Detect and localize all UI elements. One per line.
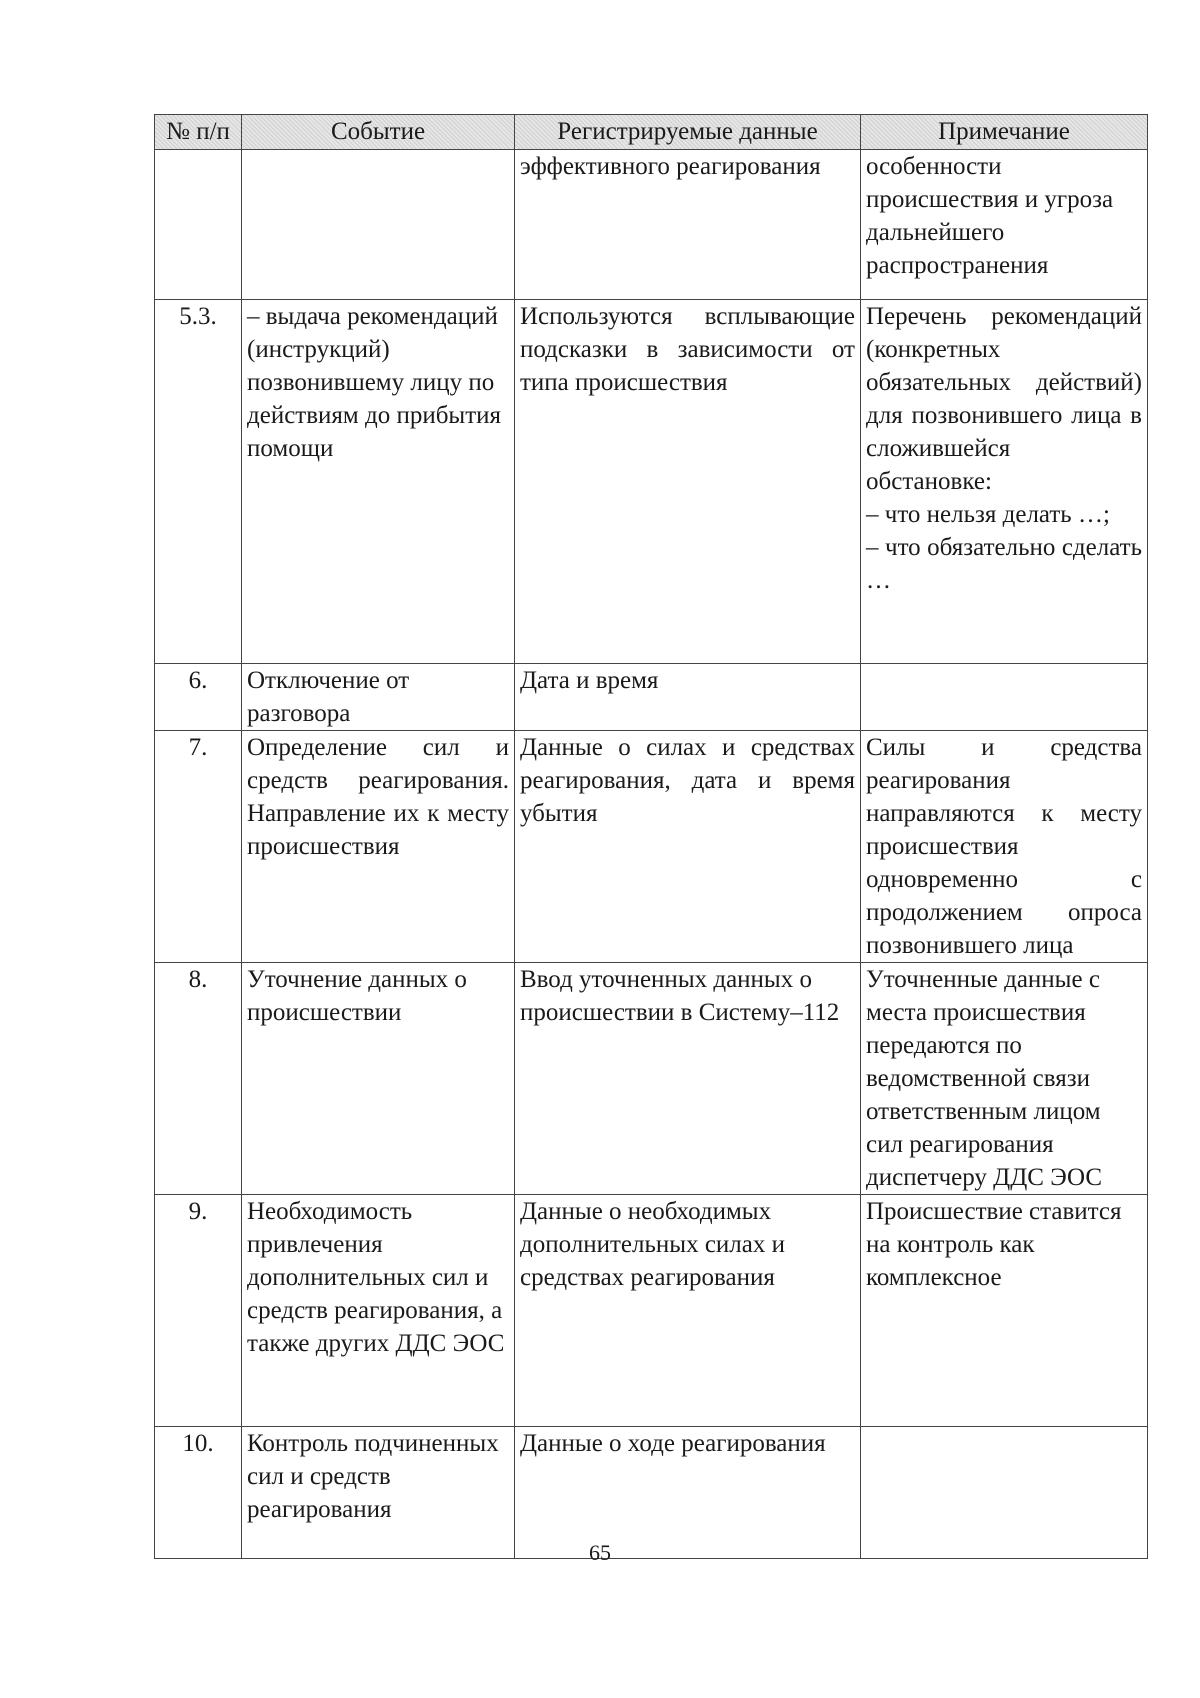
cell-number: 6.	[155, 664, 242, 731]
table-row	[155, 963, 1148, 1195]
table-row	[155, 1427, 1148, 1559]
table-row	[155, 300, 1148, 664]
cell-note	[861, 300, 1148, 664]
table-row	[155, 664, 1148, 731]
cell-data: Ввод уточненных данных о происшествии в Систему–112	[515, 963, 861, 1195]
cell-note: Силы и средства реагирования направляются к месту происшествия одновременно с продолжением опроса позвонившего лица	[861, 731, 1148, 963]
cell-note: Уточненные данные с места происшествия передаются по ведомственной связи ответственным лицом сил реагирования диспетчеру ДДС ЭОС	[861, 963, 1148, 1195]
cell-data: Дата и время	[515, 664, 861, 731]
cell-number	[155, 150, 242, 300]
table-row	[155, 150, 1148, 300]
note-line: – что нельзя делать …;	[866, 501, 1110, 528]
table-row	[155, 1195, 1148, 1427]
cell-data: Данные о необходимых дополнительных силах и средствах реагирования	[515, 1195, 861, 1427]
header-number: № п/п	[155, 115, 242, 150]
cell-number: 10.	[155, 1427, 242, 1559]
cell-data: Используются всплывающие подсказки в зависимости от типа происшествия	[515, 300, 861, 664]
cell-note	[861, 1427, 1148, 1559]
cell-note: Происшествие ставится на контроль как комплексное	[861, 1195, 1148, 1427]
cell-number: 8.	[155, 963, 242, 1195]
cell-data: Данные о силах и средствах реагирования, дата и время убытия	[515, 731, 861, 963]
cell-note	[861, 664, 1148, 731]
table-header-row	[155, 115, 1148, 150]
cell-number: 7.	[155, 731, 242, 963]
cell-number: 9.	[155, 1195, 242, 1427]
note-text: Перечень рекомендаций (конкретных обязательных действий) для позвонившего лица в сложившейся обстановке:	[866, 303, 1142, 495]
cell-event: Отключение от разговора	[242, 664, 515, 731]
events-table	[154, 114, 1148, 1559]
cell-data: эффективного реагирования	[515, 150, 861, 300]
header-note: Примечание	[861, 115, 1148, 150]
page-number: 65	[589, 1540, 611, 1565]
cell-event: Контроль подчиненных сил и средств реагирования	[242, 1427, 515, 1559]
cell-note: особенности происшествия и угроза дальнейшего распространения	[861, 150, 1148, 300]
cell-event: Необходимость привлечения дополнительных сил и средств реагирования, а также других ДДС ЭОС	[242, 1195, 515, 1427]
header-data: Регистрируемые данные	[515, 115, 861, 150]
note-line: – что обязательно сделать …	[866, 534, 1142, 594]
cell-event	[242, 150, 515, 300]
cell-event: Определение сил и средств реагирования. Направление их к месту происшествия	[242, 731, 515, 963]
cell-data: Данные о ходе реагирования	[515, 1427, 861, 1559]
cell-event: – выдача рекомендаций (инструкций) позвонившему лицу по действиям до прибытия помощи	[242, 300, 515, 664]
cell-number: 5.3.	[155, 300, 242, 664]
cell-event: Уточнение данных о происшествии	[242, 963, 515, 1195]
header-event: Событие	[242, 115, 515, 150]
table-row	[155, 731, 1148, 963]
